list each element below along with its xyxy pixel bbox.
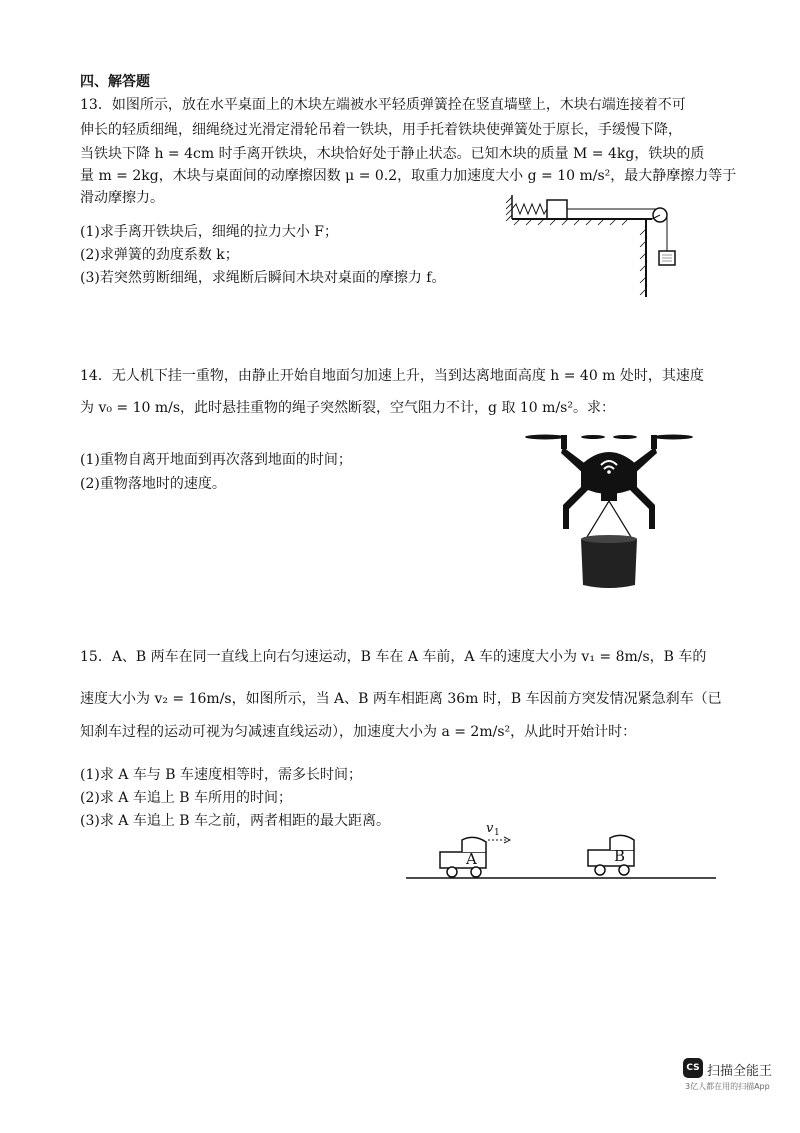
car-a-label: A: [466, 850, 477, 868]
q13-line-2: 伸长的轻质细绳，细绳绕过光滑定滑轮吊着一铁块，用手托着铁块使弹簧处于原长，手缓慢下降，: [80, 122, 682, 138]
q13-part-1: (1)求手离开铁块后，细绳的拉力大小 F；: [80, 224, 338, 240]
q15-part-2: (2)求 A 车追上 B 车所用的时间；: [80, 790, 293, 806]
q13-line-4: 量 m = 2kg，木块与桌面间的动摩擦因数 μ = 0.2，取重力加速度大小 g = 10 m/s²，最大静摩擦力等于: [80, 168, 737, 184]
car-b: [588, 835, 634, 875]
scanner-app-name: 扫描全能王: [707, 1064, 773, 1079]
section-title: 四、解答题: [80, 74, 150, 90]
velocity-subscript: 1: [494, 828, 500, 838]
q15-line-1: 15．A、B 两车在同一直线上向右匀速运动，B 车在 A 车前，A 车的速度大小为 v₁ = 8m/s，B 车的: [80, 649, 707, 665]
q15-line-3: 知刹车过程的运动可视为匀减速直线运动），加速度大小为 a = 2m/s²，从此时开始计时：: [80, 724, 637, 740]
q15-part-3: (3)求 A 车追上 B 车之前，两者相距的最大距离。: [80, 813, 391, 829]
spring-pulley-figure: [500, 185, 690, 300]
q13-part-3: (3)若突然剪断细绳，求绳断后瞬间木块对桌面的摩擦力 f。: [80, 270, 446, 286]
cars-figure: [400, 818, 720, 888]
q13-line-1: 13．如图所示，放在水平桌面上的木块左端被水平轻质弹簧拴在竖直墙壁上，木块右端连接着不可: [80, 97, 686, 113]
q13-line-5: 滑动摩擦力。: [80, 190, 164, 206]
car-a: [440, 837, 486, 877]
scanner-watermark: [683, 1058, 793, 1092]
car-b-label: B: [614, 847, 626, 865]
drone-figure: [525, 425, 695, 595]
q13-line-3: 当铁块下降 h = 4cm 时手离开铁块，木块恰好处于静止状态。已知木块的质量 M = 4kg，铁块的质: [80, 146, 705, 162]
velocity-label: v: [486, 821, 494, 836]
scanner-tagline: 3亿人都在用的扫描App: [685, 1082, 770, 1091]
q13-part-2: (2)求弹簧的劲度系数 k；: [80, 247, 239, 263]
q15-line-2: 速度大小为 v₂ = 16m/s，如图所示，当 A、B 两车相距离 36m 时，B 车因前方突发情况紧急刹车（已: [80, 691, 722, 707]
q14-line-1: 14．无人机下挂一重物，由静止开始自地面匀加速上升，当到达离地面高度 h = 40 m 处时，其速度: [80, 368, 704, 384]
q15-part-1: (1)求 A 车与 B 车速度相等时，需多长时间；: [80, 767, 363, 783]
scanner-logo-icon: CS: [683, 1058, 703, 1078]
q14-line-2: 为 v₀ = 10 m/s，此时悬挂重物的绳子突然断裂，空气阻力不计，g 取 10 m/s²。求：: [80, 400, 615, 416]
q14-part-2: (2)重物落地时的速度。: [80, 476, 226, 492]
q14-part-1: (1)重物自离开地面到再次落到地面的时间；: [80, 452, 352, 468]
